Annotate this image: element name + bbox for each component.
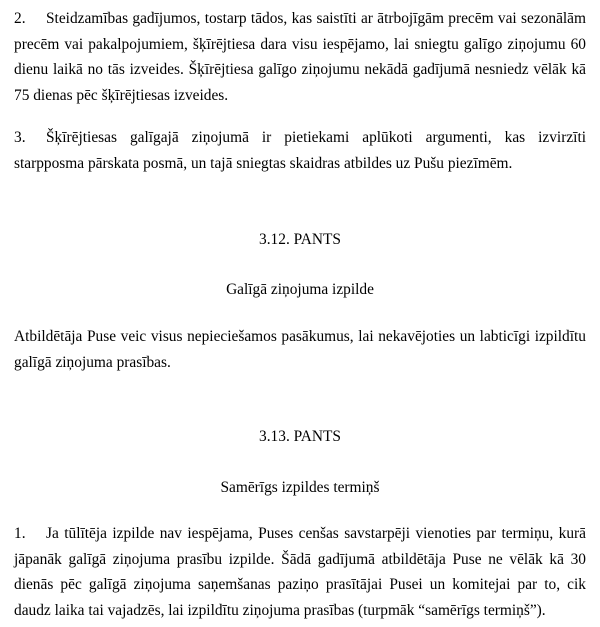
article-312-heading: 3.12. PANTS (259, 231, 341, 248)
article-312-text: Atbildētāja Puse veic visus nepieciešamos pasākumus, lai nekavējoties un labticīgi izpildītu galīgā ziņojuma prasības. (14, 328, 586, 371)
article-312-title: Galīgā ziņojuma izpilde (226, 281, 374, 298)
paragraph-number: 3. (14, 129, 26, 146)
article-313-heading: 3.13. PANTS (259, 428, 341, 445)
paragraph-text: Šķīrējtiesas galīgajā ziņojumā ir pietiekami aplūkoti argumenti, kas izvirzīti starpposma pārskata posmā, un tajā sniegtas skaidras atbildes uz Pušu piezīmēm. (14, 129, 586, 172)
paragraph-number: 2. (14, 10, 26, 27)
paragraph-number: 1. (14, 525, 26, 542)
paragraph-text: Steidzamības gadījumos, tostarp tādos, kas saistīti ar ātrbojīgām precēm vai sezonālām precēm vai pakalpojumiem, šķīrējtiesa dara visu iespējamo, lai sniegtu galīgo ziņojumu 60 dienu laikā no tās izveides. Šķīrējtiesa galīgo ziņojumu nekādā gadījumā nesniedz vēlāk kā 75 dienas pēc šķīrējtiesas izveides. (14, 10, 586, 104)
paragraph-2 (14, 6, 586, 108)
paragraph-3 (14, 125, 586, 176)
article-313-paragraph-1 (14, 521, 586, 623)
paragraph-text: Ja tūlītēja izpilde nav iespējama, Puses cenšas savstarpēji vienoties par termiņu, kurā jāpanāk galīgā ziņojuma prasību izpilde. Šādā gadījumā atbildētāja Puse ne vēlāk kā 30 dienās pēc galīgā ziņojuma saņemšanas paziņo prasītājai Pusei un komitejai par to, cik daudz laika tai vajadzēs, lai izpildītu ziņojuma prasības (turpmāk “samērīgs termiņš”). (14, 525, 586, 619)
article-313-title: Samērīgs izpildes termiņš (220, 479, 380, 496)
